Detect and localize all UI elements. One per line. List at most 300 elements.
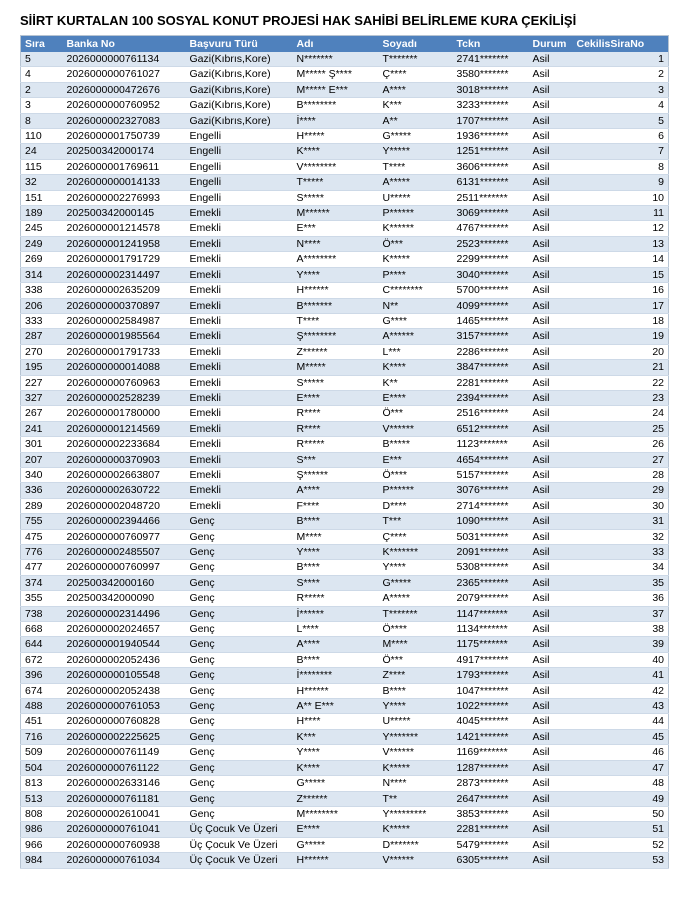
cell-cekilis-sira-no: 48 bbox=[573, 776, 669, 791]
column-header-adi: Adı bbox=[293, 36, 379, 53]
cell-basvuru-turu: Genç bbox=[186, 637, 293, 652]
cell-tckn: 1123******* bbox=[453, 437, 529, 452]
cell-soyadi: Y**** bbox=[379, 560, 453, 575]
cell-tckn: 2873******* bbox=[453, 776, 529, 791]
cell-basvuru-turu: Emekli bbox=[186, 283, 293, 298]
cell-soyadi: K****** bbox=[379, 221, 453, 236]
cell-basvuru-turu: Emekli bbox=[186, 267, 293, 282]
cell-cekilis-sira-no: 28 bbox=[573, 467, 669, 482]
cell-cekilis-sira-no: 23 bbox=[573, 390, 669, 405]
cell-durum: Asil bbox=[529, 267, 573, 282]
cell-banka-no: 2026000001985564 bbox=[63, 329, 186, 344]
cell-durum: Asil bbox=[529, 853, 573, 868]
cell-basvuru-turu: Emekli bbox=[186, 236, 293, 251]
cell-banka-no: 2026000001214569 bbox=[63, 421, 186, 436]
cell-banka-no: 2026000001214578 bbox=[63, 221, 186, 236]
cell-adi: İ****** bbox=[293, 606, 379, 621]
cell-sira: 738 bbox=[21, 606, 63, 621]
table-header bbox=[21, 36, 669, 53]
cell-sira: 340 bbox=[21, 467, 63, 482]
cell-durum: Asil bbox=[529, 606, 573, 621]
table-row bbox=[21, 98, 669, 113]
table-row bbox=[21, 390, 669, 405]
cell-adi: M***** E*** bbox=[293, 82, 379, 97]
cell-basvuru-turu: Emekli bbox=[186, 329, 293, 344]
cell-tckn: 1465******* bbox=[453, 313, 529, 328]
cell-durum: Asil bbox=[529, 313, 573, 328]
table-row bbox=[21, 529, 669, 544]
cell-basvuru-turu: Emekli bbox=[186, 298, 293, 313]
cell-basvuru-turu: Genç bbox=[186, 776, 293, 791]
cell-adi: S*** bbox=[293, 452, 379, 467]
table-row bbox=[21, 437, 669, 452]
cell-basvuru-turu: Genç bbox=[186, 683, 293, 698]
cell-soyadi: G***** bbox=[379, 575, 453, 590]
cell-sira: 672 bbox=[21, 652, 63, 667]
cell-banka-no: 2026000001791729 bbox=[63, 252, 186, 267]
cell-banka-no: 2026000000370903 bbox=[63, 452, 186, 467]
cell-soyadi: K**** bbox=[379, 360, 453, 375]
column-header-soyadi: Soyadı bbox=[379, 36, 453, 53]
cell-adi: K*** bbox=[293, 729, 379, 744]
cell-durum: Asil bbox=[529, 144, 573, 159]
cell-cekilis-sira-no: 11 bbox=[573, 206, 669, 221]
cell-sira: 241 bbox=[21, 421, 63, 436]
column-header-banka-no: Banka No bbox=[63, 36, 186, 53]
cell-durum: Asil bbox=[529, 760, 573, 775]
table-row bbox=[21, 467, 669, 482]
cell-adi: B******* bbox=[293, 298, 379, 313]
cell-cekilis-sira-no: 17 bbox=[573, 298, 669, 313]
cell-durum: Asil bbox=[529, 837, 573, 852]
cell-basvuru-turu: Genç bbox=[186, 514, 293, 529]
cell-soyadi: C******** bbox=[379, 283, 453, 298]
cell-adi: M******** bbox=[293, 806, 379, 821]
cell-banka-no: 2026000000760828 bbox=[63, 714, 186, 729]
cell-basvuru-turu: Engelli bbox=[186, 190, 293, 205]
cell-banka-no: 2026000000761034 bbox=[63, 853, 186, 868]
cell-soyadi: G**** bbox=[379, 313, 453, 328]
cell-tckn: 2523******* bbox=[453, 236, 529, 251]
table-row bbox=[21, 129, 669, 144]
cell-cekilis-sira-no: 37 bbox=[573, 606, 669, 621]
cell-banka-no: 2026000002630722 bbox=[63, 483, 186, 498]
cell-adi: F**** bbox=[293, 498, 379, 513]
cell-soyadi: Ç**** bbox=[379, 529, 453, 544]
cell-adi: G***** bbox=[293, 776, 379, 791]
cell-soyadi: A***** bbox=[379, 175, 453, 190]
cell-basvuru-turu: Emekli bbox=[186, 452, 293, 467]
table-row bbox=[21, 591, 669, 606]
cell-cekilis-sira-no: 20 bbox=[573, 344, 669, 359]
cell-durum: Asil bbox=[529, 514, 573, 529]
cell-cekilis-sira-no: 22 bbox=[573, 375, 669, 390]
table-row bbox=[21, 375, 669, 390]
cell-banka-no: 2026000002528239 bbox=[63, 390, 186, 405]
cell-banka-no: 2026000000760952 bbox=[63, 98, 186, 113]
cell-adi: K**** bbox=[293, 760, 379, 775]
cell-soyadi: L*** bbox=[379, 344, 453, 359]
cell-tckn: 6131******* bbox=[453, 175, 529, 190]
cell-durum: Asil bbox=[529, 668, 573, 683]
cell-tckn: 1421******* bbox=[453, 729, 529, 744]
cell-banka-no: 2026000000761053 bbox=[63, 699, 186, 714]
cell-banka-no: 2026000001750739 bbox=[63, 129, 186, 144]
cell-sira: 336 bbox=[21, 483, 63, 498]
cell-sira: 314 bbox=[21, 267, 63, 282]
cell-sira: 2 bbox=[21, 82, 63, 97]
cell-cekilis-sira-no: 52 bbox=[573, 837, 669, 852]
cell-banka-no: 2026000002048720 bbox=[63, 498, 186, 513]
cell-banka-no: 2026000002610041 bbox=[63, 806, 186, 821]
cell-cekilis-sira-no: 21 bbox=[573, 360, 669, 375]
table-row bbox=[21, 159, 669, 174]
table-row bbox=[21, 575, 669, 590]
cell-tckn: 4917******* bbox=[453, 652, 529, 667]
cell-sira: 269 bbox=[21, 252, 63, 267]
cell-cekilis-sira-no: 14 bbox=[573, 252, 669, 267]
cell-durum: Asil bbox=[529, 421, 573, 436]
cell-tckn: 1169******* bbox=[453, 745, 529, 760]
cell-tckn: 6305******* bbox=[453, 853, 529, 868]
cell-cekilis-sira-no: 5 bbox=[573, 113, 669, 128]
cell-soyadi: K******* bbox=[379, 545, 453, 560]
cell-sira: 716 bbox=[21, 729, 63, 744]
cell-cekilis-sira-no: 41 bbox=[573, 668, 669, 683]
cell-durum: Asil bbox=[529, 129, 573, 144]
cell-basvuru-turu: Emekli bbox=[186, 252, 293, 267]
table-row bbox=[21, 298, 669, 313]
cell-sira: 333 bbox=[21, 313, 63, 328]
cell-tckn: 5700******* bbox=[453, 283, 529, 298]
cell-basvuru-turu: Emekli bbox=[186, 498, 293, 513]
cell-sira: 207 bbox=[21, 452, 63, 467]
cell-tckn: 3606******* bbox=[453, 159, 529, 174]
table-row bbox=[21, 498, 669, 513]
cell-sira: 267 bbox=[21, 406, 63, 421]
cell-sira: 5 bbox=[21, 52, 63, 67]
cell-durum: Asil bbox=[529, 591, 573, 606]
cell-tckn: 4045******* bbox=[453, 714, 529, 729]
cell-banka-no: 2026000002633146 bbox=[63, 776, 186, 791]
cell-soyadi: P****** bbox=[379, 206, 453, 221]
cell-cekilis-sira-no: 7 bbox=[573, 144, 669, 159]
table-row bbox=[21, 791, 669, 806]
table-row bbox=[21, 560, 669, 575]
cell-banka-no: 2026000002663807 bbox=[63, 467, 186, 482]
cell-basvuru-turu: Genç bbox=[186, 606, 293, 621]
table-row bbox=[21, 252, 669, 267]
cell-cekilis-sira-no: 32 bbox=[573, 529, 669, 544]
cell-basvuru-turu: Genç bbox=[186, 760, 293, 775]
cell-banka-no: 2026000002485507 bbox=[63, 545, 186, 560]
cell-sira: 189 bbox=[21, 206, 63, 221]
cell-soyadi: Y******* bbox=[379, 729, 453, 744]
cell-banka-no: 2026000002233684 bbox=[63, 437, 186, 452]
cell-tckn: 1936******* bbox=[453, 129, 529, 144]
cell-tckn: 4099******* bbox=[453, 298, 529, 313]
cell-soyadi: Y**** bbox=[379, 699, 453, 714]
cell-durum: Asil bbox=[529, 329, 573, 344]
cell-durum: Asil bbox=[529, 437, 573, 452]
cell-banka-no: 2026000002052438 bbox=[63, 683, 186, 698]
cell-banka-no: 2026000002024657 bbox=[63, 622, 186, 637]
cell-basvuru-turu: Emekli bbox=[186, 206, 293, 221]
cell-basvuru-turu: Emekli bbox=[186, 421, 293, 436]
cell-sira: 115 bbox=[21, 159, 63, 174]
cell-durum: Asil bbox=[529, 406, 573, 421]
cell-basvuru-turu: Genç bbox=[186, 699, 293, 714]
cell-sira: 151 bbox=[21, 190, 63, 205]
table-row bbox=[21, 313, 669, 328]
cell-adi: Y**** bbox=[293, 745, 379, 760]
cell-adi: M***** bbox=[293, 360, 379, 375]
table-row bbox=[21, 699, 669, 714]
cell-basvuru-turu: Gazi(Kıbrıs,Kore) bbox=[186, 82, 293, 97]
column-header-cekilis-sira-no: CekilisSiraNo bbox=[573, 36, 669, 53]
cell-durum: Asil bbox=[529, 776, 573, 791]
cell-soyadi: K** bbox=[379, 375, 453, 390]
cell-sira: 270 bbox=[21, 344, 63, 359]
cell-durum: Asil bbox=[529, 82, 573, 97]
cell-sira: 808 bbox=[21, 806, 63, 821]
cell-sira: 3 bbox=[21, 98, 63, 113]
cell-cekilis-sira-no: 3 bbox=[573, 82, 669, 97]
cell-banka-no: 2026000000760963 bbox=[63, 375, 186, 390]
cell-soyadi: N** bbox=[379, 298, 453, 313]
cell-sira: 451 bbox=[21, 714, 63, 729]
cell-tckn: 5308******* bbox=[453, 560, 529, 575]
cell-basvuru-turu: Gazi(Kıbrıs,Kore) bbox=[186, 98, 293, 113]
cell-tckn: 4654******* bbox=[453, 452, 529, 467]
cell-tckn: 1287******* bbox=[453, 760, 529, 775]
cell-tckn: 3157******* bbox=[453, 329, 529, 344]
cell-banka-no: 2026000000761134 bbox=[63, 52, 186, 67]
cell-adi: E**** bbox=[293, 390, 379, 405]
cell-sira: 32 bbox=[21, 175, 63, 190]
cell-adi: N******* bbox=[293, 52, 379, 67]
cell-tckn: 2079******* bbox=[453, 591, 529, 606]
cell-cekilis-sira-no: 10 bbox=[573, 190, 669, 205]
cell-durum: Asil bbox=[529, 652, 573, 667]
cell-basvuru-turu: Üç Çocuk Ve Üzeri bbox=[186, 822, 293, 837]
cell-sira: 338 bbox=[21, 283, 63, 298]
header-row bbox=[21, 36, 669, 53]
cell-banka-no: 2026000002327083 bbox=[63, 113, 186, 128]
cell-soyadi: T** bbox=[379, 791, 453, 806]
cell-banka-no: 2026000000014133 bbox=[63, 175, 186, 190]
cell-soyadi: P****** bbox=[379, 483, 453, 498]
cell-soyadi: K***** bbox=[379, 760, 453, 775]
cell-soyadi: Ç**** bbox=[379, 67, 453, 82]
cell-banka-no: 202500342000174 bbox=[63, 144, 186, 159]
cell-basvuru-turu: Emekli bbox=[186, 437, 293, 452]
cell-banka-no: 202500342000160 bbox=[63, 575, 186, 590]
cell-soyadi: A**** bbox=[379, 82, 453, 97]
cell-banka-no: 2026000000761149 bbox=[63, 745, 186, 760]
table-row bbox=[21, 853, 669, 868]
cell-basvuru-turu: Gazi(Kıbrıs,Kore) bbox=[186, 113, 293, 128]
cell-tckn: 1090******* bbox=[453, 514, 529, 529]
cell-banka-no: 2026000002584987 bbox=[63, 313, 186, 328]
cell-basvuru-turu: Genç bbox=[186, 591, 293, 606]
cell-adi: M**** bbox=[293, 529, 379, 544]
cell-adi: Z****** bbox=[293, 791, 379, 806]
cell-cekilis-sira-no: 13 bbox=[573, 236, 669, 251]
cell-banka-no: 202500342000090 bbox=[63, 591, 186, 606]
cell-soyadi: T*** bbox=[379, 514, 453, 529]
table-row bbox=[21, 637, 669, 652]
cell-cekilis-sira-no: 40 bbox=[573, 652, 669, 667]
cell-adi: İ******** bbox=[293, 668, 379, 683]
cell-adi: M***** Ş**** bbox=[293, 67, 379, 82]
cell-durum: Asil bbox=[529, 390, 573, 405]
cell-durum: Asil bbox=[529, 360, 573, 375]
cell-tckn: 1134******* bbox=[453, 622, 529, 637]
cell-banka-no: 2026000000370897 bbox=[63, 298, 186, 313]
cell-soyadi: K*** bbox=[379, 98, 453, 113]
cell-basvuru-turu: Üç Çocuk Ve Üzeri bbox=[186, 853, 293, 868]
table-body bbox=[21, 52, 669, 868]
cell-durum: Asil bbox=[529, 560, 573, 575]
cell-cekilis-sira-no: 49 bbox=[573, 791, 669, 806]
cell-tckn: 3018******* bbox=[453, 82, 529, 97]
document-title: SİİRT KURTALAN 100 SOSYAL KONUT PROJESİ HAK SAHİBİ BELİRLEME KURA ÇEKİLİŞİ bbox=[20, 13, 577, 28]
cell-soyadi: P**** bbox=[379, 267, 453, 282]
cell-cekilis-sira-no: 9 bbox=[573, 175, 669, 190]
cell-sira: 4 bbox=[21, 67, 63, 82]
cell-soyadi: Y********* bbox=[379, 806, 453, 821]
cell-basvuru-turu: Genç bbox=[186, 545, 293, 560]
cell-banka-no: 2026000001780000 bbox=[63, 406, 186, 421]
cell-soyadi: A****** bbox=[379, 329, 453, 344]
cell-cekilis-sira-no: 16 bbox=[573, 283, 669, 298]
cell-sira: 776 bbox=[21, 545, 63, 560]
cell-adi: V******** bbox=[293, 159, 379, 174]
cell-soyadi: E*** bbox=[379, 452, 453, 467]
cell-basvuru-turu: Emekli bbox=[186, 313, 293, 328]
cell-durum: Asil bbox=[529, 683, 573, 698]
cell-tckn: 3233******* bbox=[453, 98, 529, 113]
cell-soyadi: U***** bbox=[379, 714, 453, 729]
table-row bbox=[21, 175, 669, 190]
cell-sira: 206 bbox=[21, 298, 63, 313]
cell-sira: 488 bbox=[21, 699, 63, 714]
cell-adi: B**** bbox=[293, 652, 379, 667]
cell-banka-no: 2026000001769611 bbox=[63, 159, 186, 174]
cell-cekilis-sira-no: 8 bbox=[573, 159, 669, 174]
cell-soyadi: Ö**** bbox=[379, 622, 453, 637]
table-row bbox=[21, 360, 669, 375]
cell-sira: 24 bbox=[21, 144, 63, 159]
cell-cekilis-sira-no: 12 bbox=[573, 221, 669, 236]
cell-durum: Asil bbox=[529, 375, 573, 390]
cell-durum: Asil bbox=[529, 206, 573, 221]
table-row bbox=[21, 344, 669, 359]
cell-durum: Asil bbox=[529, 252, 573, 267]
cell-basvuru-turu: Engelli bbox=[186, 159, 293, 174]
cell-basvuru-turu: Emekli bbox=[186, 360, 293, 375]
table-row bbox=[21, 483, 669, 498]
cell-adi: R**** bbox=[293, 421, 379, 436]
cell-adi: Y**** bbox=[293, 267, 379, 282]
table-row bbox=[21, 837, 669, 852]
cell-adi: T***** bbox=[293, 175, 379, 190]
cell-soyadi: G***** bbox=[379, 129, 453, 144]
cell-adi: R***** bbox=[293, 591, 379, 606]
cell-cekilis-sira-no: 43 bbox=[573, 699, 669, 714]
cell-tckn: 2714******* bbox=[453, 498, 529, 513]
cell-banka-no: 2026000000761181 bbox=[63, 791, 186, 806]
cell-basvuru-turu: Gazi(Kıbrıs,Kore) bbox=[186, 52, 293, 67]
cell-adi: B**** bbox=[293, 560, 379, 575]
cell-adi: S***** bbox=[293, 190, 379, 205]
cell-cekilis-sira-no: 45 bbox=[573, 729, 669, 744]
cell-tckn: 1147******* bbox=[453, 606, 529, 621]
cell-adi: M****** bbox=[293, 206, 379, 221]
cell-sira: 8 bbox=[21, 113, 63, 128]
table-row bbox=[21, 683, 669, 698]
cell-sira: 755 bbox=[21, 514, 63, 529]
column-header-durum: Durum bbox=[529, 36, 573, 53]
cell-adi: K**** bbox=[293, 144, 379, 159]
cell-tckn: 1793******* bbox=[453, 668, 529, 683]
cell-tckn: 2299******* bbox=[453, 252, 529, 267]
cell-cekilis-sira-no: 39 bbox=[573, 637, 669, 652]
cell-adi: S**** bbox=[293, 575, 379, 590]
table-row bbox=[21, 776, 669, 791]
cell-tckn: 6512******* bbox=[453, 421, 529, 436]
cell-adi: H**** bbox=[293, 714, 379, 729]
cell-basvuru-turu: Genç bbox=[186, 668, 293, 683]
cell-cekilis-sira-no: 24 bbox=[573, 406, 669, 421]
cell-banka-no: 2026000001940544 bbox=[63, 637, 186, 652]
cell-durum: Asil bbox=[529, 298, 573, 313]
cell-cekilis-sira-no: 34 bbox=[573, 560, 669, 575]
cell-basvuru-turu: Emekli bbox=[186, 406, 293, 421]
cell-adi: B**** bbox=[293, 514, 379, 529]
cell-basvuru-turu: Genç bbox=[186, 806, 293, 821]
cell-sira: 966 bbox=[21, 837, 63, 852]
cell-sira: 289 bbox=[21, 498, 63, 513]
cell-sira: 813 bbox=[21, 776, 63, 791]
table-row bbox=[21, 514, 669, 529]
cell-cekilis-sira-no: 27 bbox=[573, 452, 669, 467]
cell-soyadi: D**** bbox=[379, 498, 453, 513]
cell-soyadi: A** bbox=[379, 113, 453, 128]
table-row bbox=[21, 236, 669, 251]
cell-basvuru-turu: Genç bbox=[186, 622, 293, 637]
cell-basvuru-turu: Emekli bbox=[186, 483, 293, 498]
cell-banka-no: 2026000002276993 bbox=[63, 190, 186, 205]
cell-basvuru-turu: Genç bbox=[186, 575, 293, 590]
cell-durum: Asil bbox=[529, 822, 573, 837]
cell-cekilis-sira-no: 50 bbox=[573, 806, 669, 821]
table-row bbox=[21, 622, 669, 637]
column-header-tckn: Tckn bbox=[453, 36, 529, 53]
cell-tckn: 2365******* bbox=[453, 575, 529, 590]
table-row bbox=[21, 52, 669, 67]
cell-durum: Asil bbox=[529, 221, 573, 236]
cell-tckn: 2741******* bbox=[453, 52, 529, 67]
table-row bbox=[21, 67, 669, 82]
cell-adi: S***** bbox=[293, 375, 379, 390]
cell-durum: Asil bbox=[529, 622, 573, 637]
cell-basvuru-turu: Genç bbox=[186, 714, 293, 729]
cell-sira: 644 bbox=[21, 637, 63, 652]
cell-cekilis-sira-no: 51 bbox=[573, 822, 669, 837]
cell-tckn: 4767******* bbox=[453, 221, 529, 236]
